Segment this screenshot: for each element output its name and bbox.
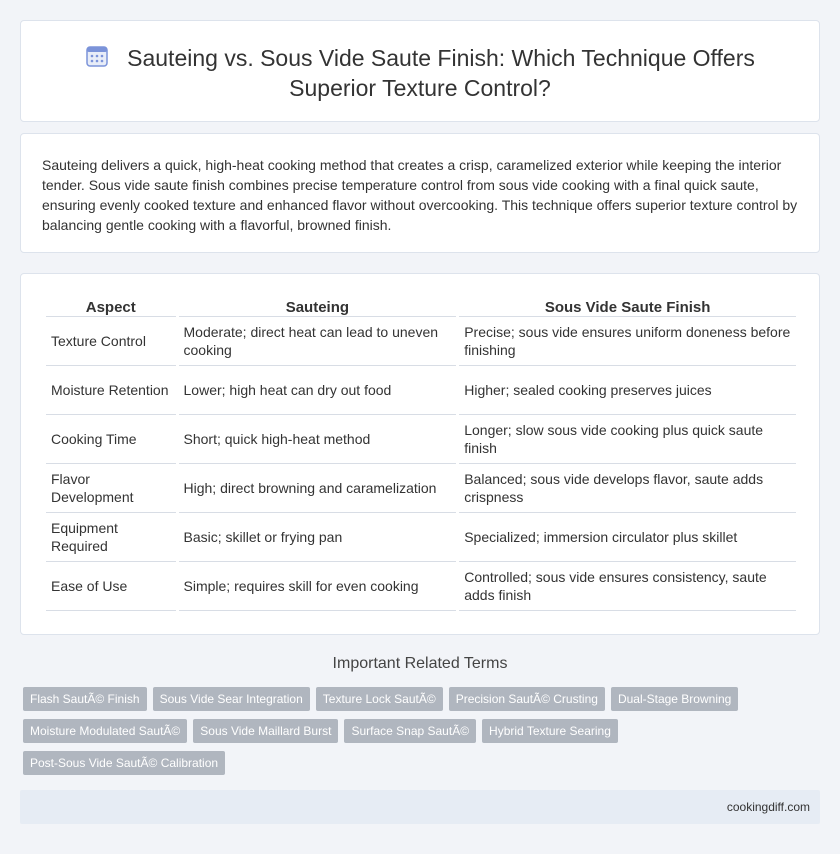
cell-sauteing: Lower; high heat can dry out food (179, 366, 457, 415)
related-term-tag[interactable]: Hybrid Texture Searing (482, 719, 618, 743)
related-term-tag[interactable]: Post-Sous Vide SautÃ© Calibration (23, 751, 225, 775)
table-row (46, 366, 796, 415)
table-row (46, 317, 796, 366)
cell-aspect: Cooking Time (46, 415, 176, 464)
header-aspect: Aspect (46, 295, 176, 317)
related-term-tag[interactable]: Moisture Modulated SautÃ© (23, 719, 187, 743)
related-term-tag[interactable]: Texture Lock SautÃ© (316, 687, 443, 711)
related-term-tag[interactable]: Precision SautÃ© Crusting (449, 687, 605, 711)
cell-sous-vide: Controlled; sous vide ensures consistency, saute adds finish (459, 562, 796, 611)
cell-aspect: Equipment Required (46, 513, 176, 562)
intro-card (20, 133, 820, 253)
related-term-tag[interactable]: Flash SautÃ© Finish (23, 687, 147, 711)
cell-aspect: Moisture Retention (46, 366, 176, 415)
cell-sauteing: High; direct browning and caramelization (179, 464, 457, 513)
related-term-tag[interactable]: Sous Vide Sear Integration (153, 687, 310, 711)
header-sauteing: Sauteing (179, 295, 457, 317)
table-row (46, 562, 796, 611)
table-row (46, 464, 796, 513)
cell-sous-vide: Specialized; immersion circulator plus skillet (459, 513, 796, 562)
footer-site-link[interactable]: cookingdiff.com (726, 800, 810, 814)
cell-sous-vide: Longer; slow sous vide cooking plus quick saute finish (459, 415, 796, 464)
page-title (41, 43, 799, 103)
cell-sous-vide: Higher; sealed cooking preserves juices (459, 366, 796, 415)
intro-paragraph: Sauteing delivers a quick, high-heat cooking method that creates a crisp, caramelized exterior while keeping the interior tender. Sous vide saute finish combines precise temperature control from sous vide cooking with a final quick saute, ensuring evenly cooked texture and enhanced flavor without overcooking. This technique offers superior texture control by balancing gentle cooking with a flavorful, browned finish. (42, 157, 798, 233)
comparison-table (43, 295, 799, 611)
cell-sous-vide: Balanced; sous vide develops flavor, saute adds crispness (459, 464, 796, 513)
table-row (46, 513, 796, 562)
cell-sauteing: Basic; skillet or frying pan (179, 513, 457, 562)
page-title-text: Sauteing vs. Sous Vide Saute Finish: Which Technique Offers Superior Texture Control? (127, 45, 755, 101)
table-row (46, 415, 796, 464)
related-terms-list (23, 687, 783, 783)
cell-aspect: Texture Control (46, 317, 176, 366)
calendar-icon (85, 44, 109, 68)
cell-aspect: Flavor Development (46, 464, 176, 513)
cell-sauteing: Short; quick high-heat method (179, 415, 457, 464)
footer (20, 790, 820, 824)
related-terms-heading: Important Related Terms (332, 655, 508, 672)
comparison-card (20, 273, 820, 635)
related-term-tag[interactable]: Surface Snap SautÃ© (344, 719, 476, 743)
cell-sauteing: Moderate; direct heat can lead to uneven cooking (179, 317, 457, 366)
title-card (20, 20, 820, 122)
cell-aspect: Ease of Use (46, 562, 176, 611)
related-term-tag[interactable]: Sous Vide Maillard Burst (193, 719, 338, 743)
related-term-tag[interactable]: Dual-Stage Browning (611, 687, 738, 711)
cell-sous-vide: Precise; sous vide ensures uniform doneness before finishing (459, 317, 796, 366)
header-sous-vide: Sous Vide Saute Finish (459, 295, 796, 317)
cell-sauteing: Simple; requires skill for even cooking (179, 562, 457, 611)
table-header-row (46, 295, 796, 317)
